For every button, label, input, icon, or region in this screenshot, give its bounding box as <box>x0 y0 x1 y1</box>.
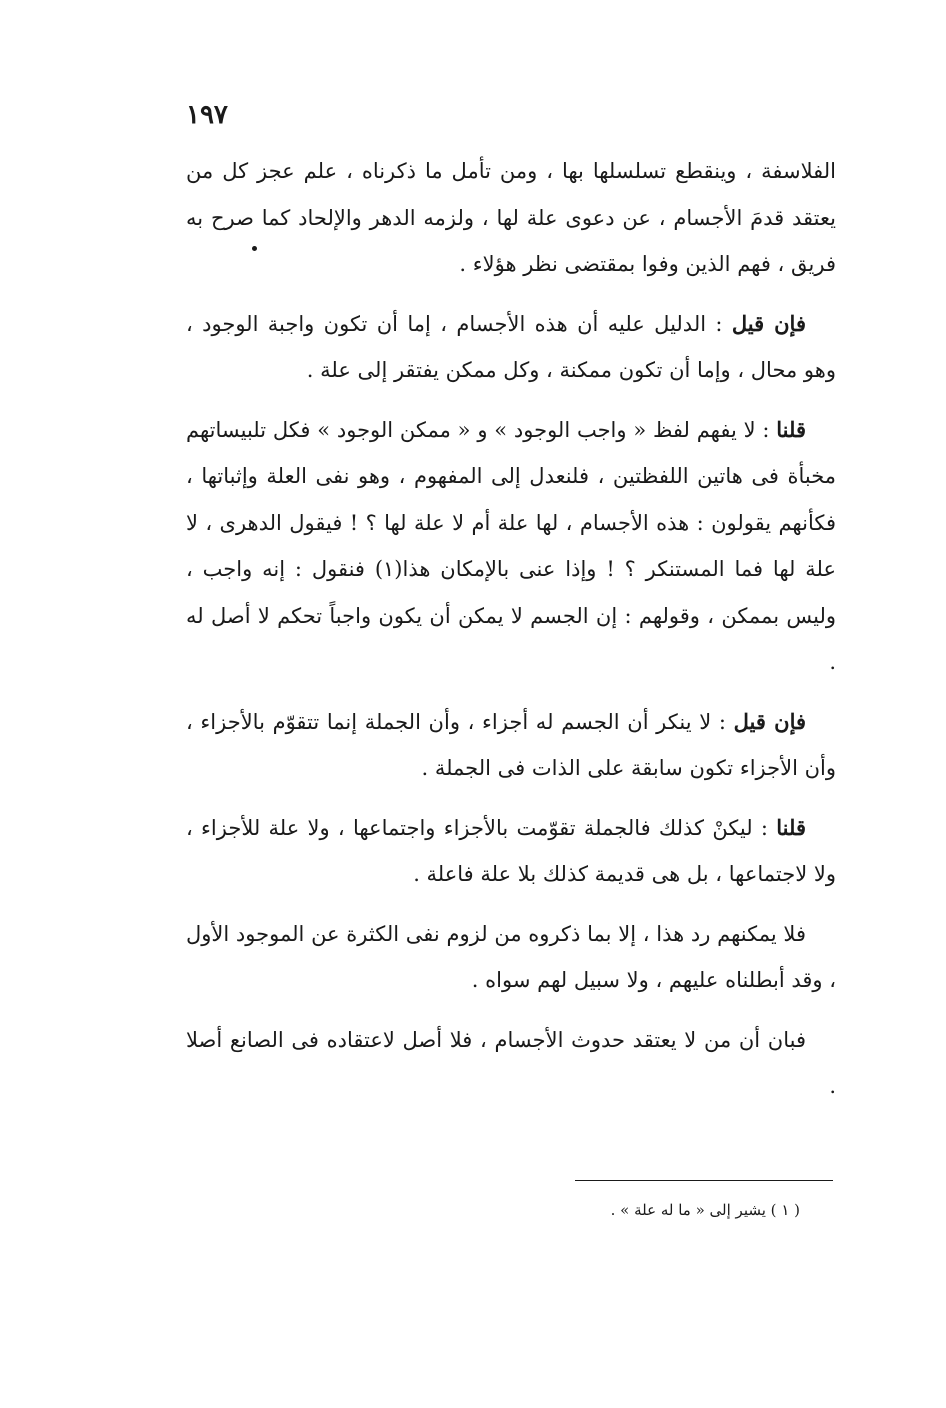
paragraph-lead: قلنا <box>776 814 806 840</box>
paragraph-5 <box>186 805 836 898</box>
paragraph-text: : لا ينكر أن الجسم له أجزاء ، وأن الجملة إنما تتقوّم بالأجزاء ، وأن الأجزاء تكون سابقة على الذات فى الجملة . <box>186 709 836 780</box>
paragraph-7 <box>186 1017 836 1110</box>
paragraph-lead: قلنا <box>776 416 806 442</box>
paragraph-lead: فإن قيل <box>731 310 806 336</box>
paragraph-text: فلا يمكنهم رد هذا ، إلا بما ذكروه من لزوم نفى الكثرة عن الموجود الأول ، وقد أبطلناه عليهم ، ولا سبيل لهم سواه . <box>186 921 836 992</box>
footnote-divider <box>575 1180 833 1181</box>
paragraph-4 <box>186 699 836 792</box>
paragraph-2 <box>186 301 836 394</box>
paragraph-text: : ليكنْ كذلك فالجملة تقوّمت بالأجزاء واجتماعها ، ولا علة للأجزاء ، ولا لاجتماعها ، بل هى قديمة كذلك بلا علة فاعلة . <box>186 815 836 886</box>
footnote: ( ١ ) يشير إلى « ما له علة » . <box>610 1201 800 1219</box>
page-number: ١٩٧ <box>186 100 228 130</box>
paragraph-lead: فإن قيل <box>733 708 807 734</box>
paragraph-text: : لا يفهم لفظ « واجب الوجود » و « ممكن الوجود » فكل تلبيساتهم مخبأة فى هاتين اللفظتين ، فلنعدل إلى المفهوم ، وهو نفى العلة وإثباتها ، فكأنهم يقولون : هذه الأجسام ، لها علة أم لا علة لها ؟ ! فيقول الدهرى ، لا علة لها فما المستنكر ؟ ! وإذا عنى بالإمكان هذا(١) فنقول : إنه واجب ، وليس بممكن ، وقولهم : إن الجسم لا يمكن أن يكون واجباً تحكم لا أصل له . <box>186 417 837 674</box>
paragraph-text: فبان أن من لا يعتقد حدوث الأجسام ، فلا أصل لاعتقاده فى الصانع أصلا . <box>186 1027 836 1098</box>
paragraph-text: : الدليل عليه أن هذه الأجسام ، إما أن تكون واجبة الوجود ، وهو محال ، وإما أن تكون ممكنة ، وكل ممكن يفتقر إلى علة . <box>186 311 836 382</box>
paragraph-3 <box>186 407 836 686</box>
paragraph-6 <box>186 911 836 1004</box>
paragraph-text: الفلاسفة ، وينقطع تسلسلها بها ، ومن تأمل ما ذكرناه ، علم عجز كل من يعتقد قدمَ الأجسام ، عن دعوى علة لها ، ولزمه الدهر والإلحاد كما صرح به فريق ، فهم الذين وفوا بمقتضى نظر هؤلاء . <box>186 159 836 276</box>
stray-dot-mark <box>252 246 257 251</box>
paragraph-1 <box>186 148 836 288</box>
main-text <box>186 148 836 1123</box>
